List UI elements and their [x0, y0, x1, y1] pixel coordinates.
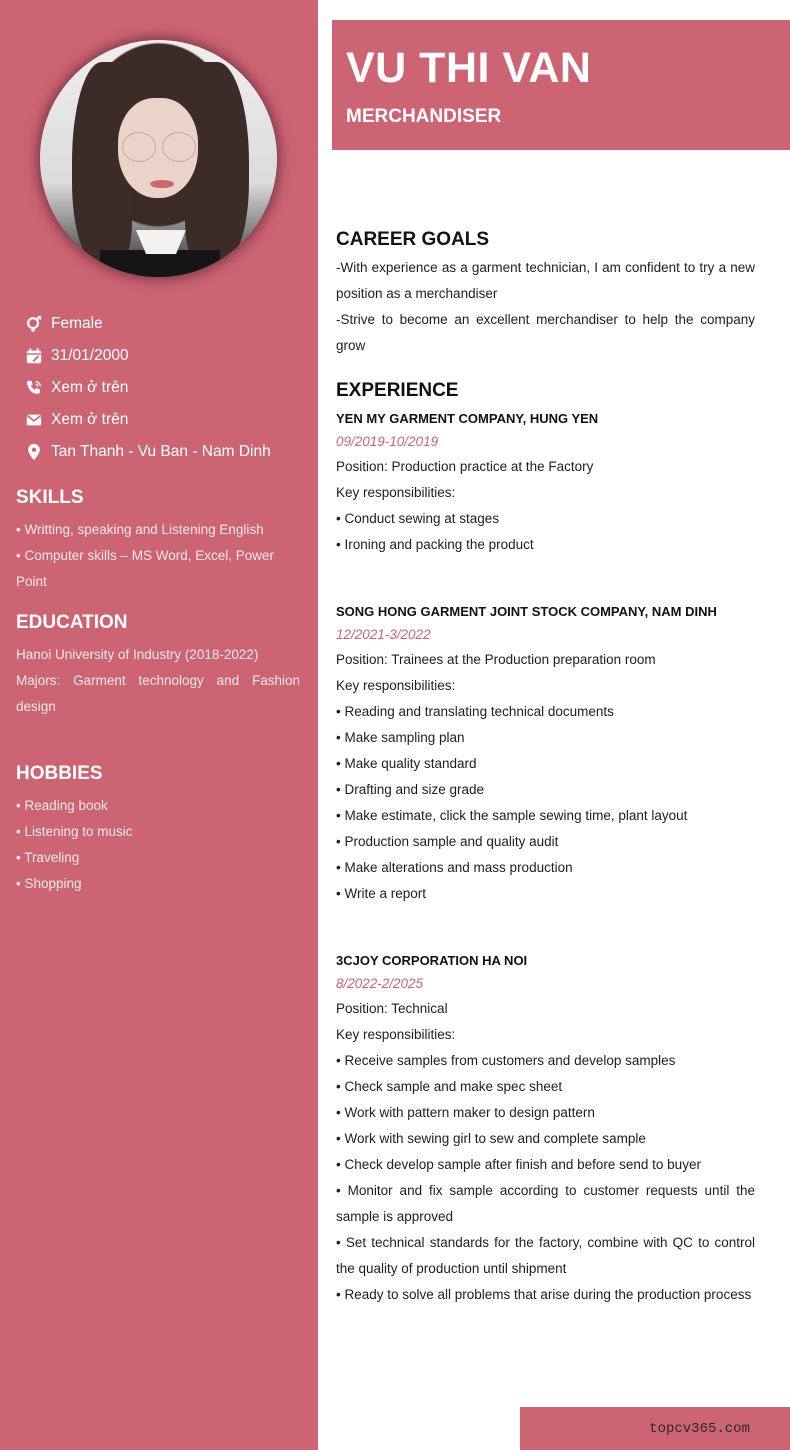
- contact-email: [24, 404, 271, 436]
- skill-item: • Writting, speaking and Listening English: [16, 522, 264, 537]
- responsibility-item: • Make estimate, click the sample sewing time, plant layout: [336, 808, 688, 823]
- responsibility-item: • Write a report: [336, 886, 427, 901]
- job-date: 09/2019-10/2019: [336, 434, 439, 449]
- job-date: 12/2021-3/2022: [336, 627, 431, 642]
- responsibility-item: • Check develop sample after finish and before send to buyer: [336, 1157, 701, 1172]
- skill-item: • Computer skills – MS Word, Excel, Power Point: [16, 548, 275, 589]
- responsibility-item: • Monitor and fix sample according to customer requests until the sample is approved: [336, 1183, 755, 1224]
- responsibilities-label: Key responsibilities:: [336, 1027, 456, 1042]
- education-school: Hanoi University of Industry (2018-2022): [16, 647, 259, 662]
- avatar: [40, 40, 277, 277]
- career-goals-section: [336, 229, 755, 359]
- job-position: Position: Technical: [336, 1001, 448, 1016]
- responsibility-item: • Make alterations and mass production: [336, 860, 573, 875]
- education-heading: EDUCATION: [16, 612, 128, 633]
- contact-phone: [24, 372, 271, 404]
- company-name: YEN MY GARMENT COMPANY, HUNG YEN: [336, 411, 599, 426]
- company-name: 3CJOY CORPORATION HA NOI: [336, 953, 528, 968]
- responsibility-item: • Work with pattern maker to design pattern: [336, 1105, 595, 1120]
- name-header: [332, 20, 790, 150]
- footer-watermark: [520, 1407, 790, 1450]
- job-entry: [336, 408, 755, 558]
- education-details: [16, 642, 300, 720]
- responsibility-item: • Make sampling plan: [336, 730, 465, 745]
- career-goal-2: -Strive to become an excellent merchandiser to help the company grow: [336, 312, 755, 353]
- phone-icon: [24, 378, 44, 398]
- responsibility-item: • Reading and translating technical documents: [336, 704, 614, 719]
- responsibility-item: • Conduct sewing at stages: [336, 511, 500, 526]
- hobby-item: • Reading book: [16, 798, 108, 813]
- hobbies-list: [16, 793, 300, 897]
- phone-value: Xem ở trên: [51, 379, 129, 396]
- responsibilities-label: Key responsibilities:: [336, 485, 456, 500]
- sidebar: [0, 0, 318, 1450]
- experience-section: [336, 380, 755, 1308]
- responsibility-item: • Make quality standard: [336, 756, 477, 771]
- hobbies-heading: HOBBIES: [16, 763, 103, 784]
- gender-value: Female: [51, 315, 103, 332]
- responsibility-item: • Drafting and size grade: [336, 782, 485, 797]
- contact-list: [24, 308, 271, 468]
- gender-icon: [24, 314, 44, 334]
- job-entry: [336, 601, 755, 907]
- hobby-item: • Shopping: [16, 876, 82, 891]
- job-title: MERCHANDISER: [346, 106, 502, 127]
- responsibility-item: • Receive samples from customers and develop samples: [336, 1053, 676, 1068]
- company-name: SONG HONG GARMENT JOINT STOCK COMPANY, NAM DINH: [336, 604, 717, 619]
- location-icon: [24, 442, 44, 462]
- contact-birthday: [24, 340, 271, 372]
- responsibility-item: • Check sample and make spec sheet: [336, 1079, 563, 1094]
- hobby-item: • Traveling: [16, 850, 80, 865]
- responsibility-item: • Ready to solve all problems that arise during the production process: [336, 1287, 752, 1302]
- responsibility-item: • Production sample and quality audit: [336, 834, 559, 849]
- skills-heading: SKILLS: [16, 487, 84, 508]
- job-date: 8/2022-2/2025: [336, 976, 424, 991]
- responsibility-item: • Ironing and packing the product: [336, 537, 534, 552]
- calendar-icon: [24, 346, 44, 366]
- email-value: Xem ở trên: [51, 411, 129, 428]
- job-position: Position: Trainees at the Production preparation room: [336, 652, 656, 667]
- responsibility-item: • Set technical standards for the factory, combine with QC to control the quality of production until shipment: [336, 1235, 755, 1276]
- career-goal-1: -With experience as a garment technician, I am confident to try a new position as a merchandiser: [336, 260, 755, 301]
- responsibilities-label: Key responsibilities:: [336, 678, 456, 693]
- contact-address: [24, 436, 271, 468]
- job-entry: [336, 950, 755, 1308]
- full-name: VU THI VAN: [346, 44, 592, 92]
- job-position: Position: Production practice at the Factory: [336, 459, 594, 474]
- address-value: Tan Thanh - Vu Ban - Nam Dinh: [51, 443, 271, 460]
- education-major: Majors: Garment technology and Fashion design: [16, 673, 300, 714]
- watermark-text: topcv365.com: [649, 1421, 750, 1437]
- birthday-value: 31/01/2000: [51, 347, 129, 364]
- skills-list: [16, 517, 300, 595]
- contact-gender: [24, 308, 271, 340]
- career-goals-heading: CAREER GOALS: [336, 229, 490, 250]
- experience-heading: EXPERIENCE: [336, 380, 459, 401]
- responsibility-item: • Work with sewing girl to sew and complete sample: [336, 1131, 646, 1146]
- email-icon: [24, 410, 44, 430]
- hobby-item: • Listening to music: [16, 824, 133, 839]
